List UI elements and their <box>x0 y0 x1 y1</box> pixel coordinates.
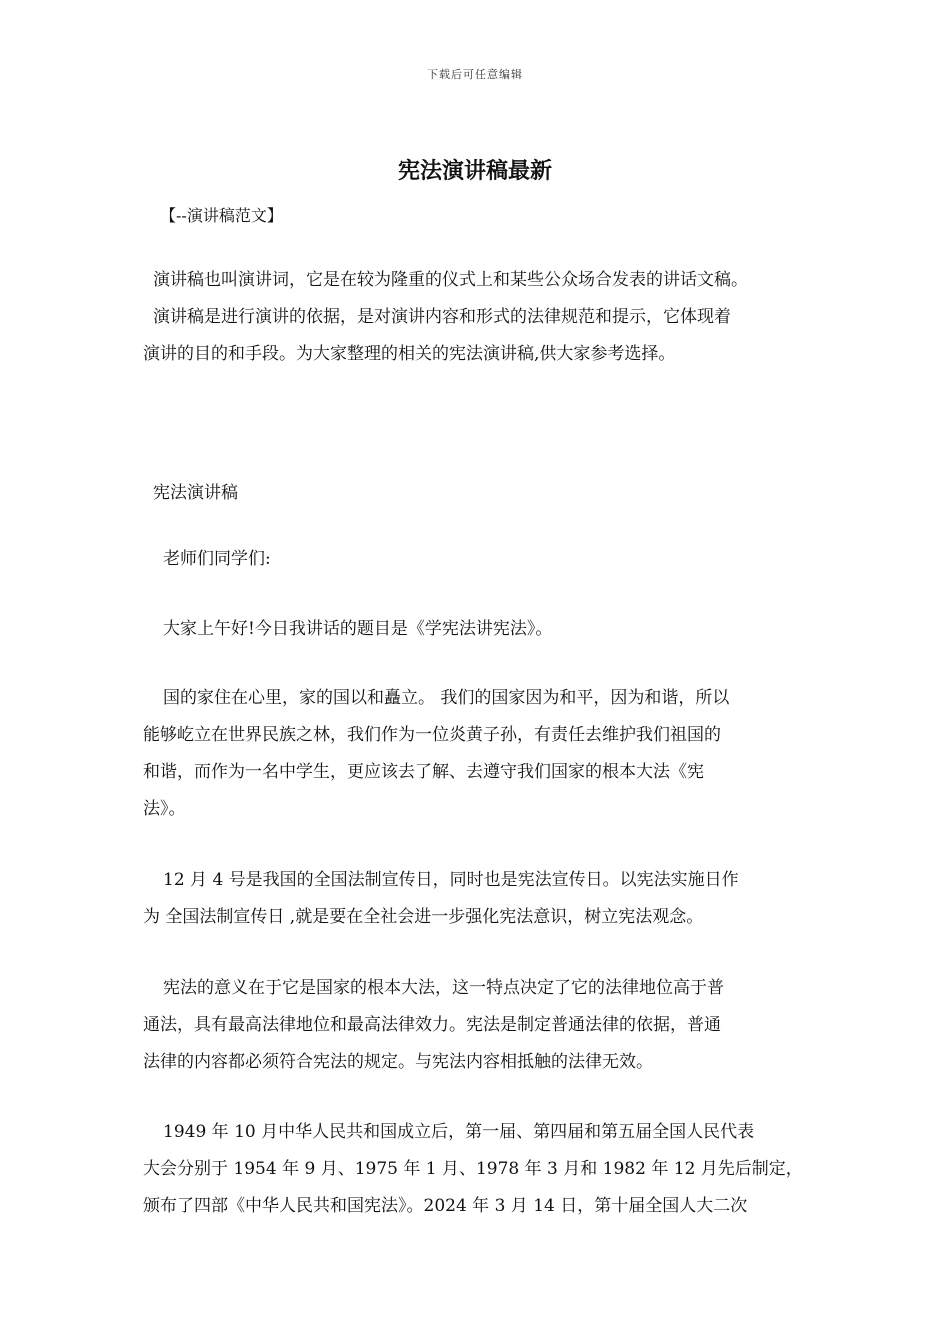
intro-line: 演讲稿是进行演讲的依据，是对演讲内容和形式的法律规范和提示，它体现着 <box>153 307 731 327</box>
greeting: 老师们同学们: <box>163 549 271 569</box>
opening-line: 大家上午好!今日我讲话的题目是《学宪法讲宪法》。 <box>163 619 553 639</box>
paragraph-line: 颁布了四部《中华人民共和国宪法》。2024 年 3 月 14 日，第十届全国人大二次 <box>143 1196 748 1216</box>
page-header: 下载后可任意编辑 <box>427 68 523 81</box>
category-label: 【--演讲稿范文】 <box>160 206 283 225</box>
paragraph-line: 国的家住在心里，家的国以和矗立。 我们的国家因为和平，因为和谐，所以 <box>163 688 730 708</box>
paragraph-line: 和谐，而作为一名中学生，更应该去了解、去遵守我们国家的根本大法《宪 <box>143 762 704 782</box>
paragraph-line: 通法，具有最高法律地位和最高法律效力。宪法是制定普通法律的依据，普通 <box>143 1015 721 1035</box>
intro-line: 演讲稿也叫演讲词，它是在较为隆重的仪式上和某些公众场合发表的讲话文稿。 <box>153 270 748 290</box>
body-paragraph <box>143 862 813 936</box>
paragraph-line: 法律的内容都必须符合宪法的规定。与宪法内容相抵触的法律无效。 <box>143 1052 653 1072</box>
paragraph-line: 能够屹立在世界民族之林，我们作为一位炎黄子孙，有责任去维护我们祖国的 <box>143 725 721 745</box>
paragraph-line: 大会分别于 1954 年 9 月、1975 年 1 月、1978 年 3 月和 1982 年 12 月先后制定， <box>143 1159 803 1179</box>
paragraph-line: 宪法的意义在于它是国家的根本大法，这一特点决定了它的法律地位高于普 <box>163 978 724 998</box>
body-paragraph <box>143 970 813 1081</box>
body-paragraph <box>143 1114 813 1225</box>
document-title: 宪法演讲稿最新 <box>397 158 552 184</box>
section-title: 宪法演讲稿 <box>153 483 238 503</box>
intro-line: 演讲的目的和手段。为大家整理的相关的宪法演讲稿,供大家参考选择。 <box>143 344 676 364</box>
paragraph-line: 法》。 <box>143 799 186 819</box>
intro-paragraph <box>143 262 813 373</box>
body-paragraph <box>143 680 813 828</box>
paragraph-line: 12 月 4 号是我国的全国法制宣传日，同时也是宪法宣传日。以宪法实施日作 <box>163 870 739 890</box>
paragraph-line: 1949 年 10 月中华人民共和国成立后，第一届、第四届和第五届全国人民代表 <box>163 1122 755 1142</box>
paragraph-line: 为 全国法制宣传日 ,就是要在全社会进一步强化宪法意识，树立宪法观念。 <box>143 907 704 927</box>
